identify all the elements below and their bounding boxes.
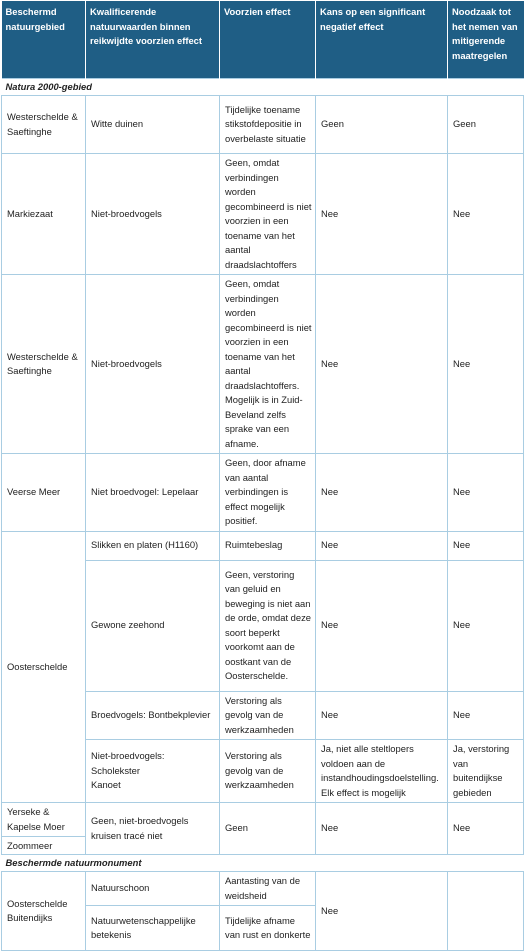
cell-noodzaak: Nee	[448, 531, 524, 560]
cell-kans: Nee	[316, 691, 448, 740]
cell-kans: Geen	[316, 96, 448, 154]
cell-noodzaak: Geen	[448, 96, 524, 154]
table-row	[2, 275, 524, 454]
cell-noodzaak: Nee	[448, 803, 524, 855]
cell-noodzaak: Nee	[448, 691, 524, 740]
section-title-natura2000: Natura 2000-gebied	[2, 79, 524, 96]
cell-gebied: Westerschelde & Saeftinghe	[2, 275, 86, 454]
cell-effect: Geen, omdat verbindingen worden gecombineerd is niet voorzien in een toename van het aantal draadslachtoffers	[220, 154, 316, 275]
header-noodzaak-mitigerende-maatregelen: Noodzaak tot het nemen van mitigerende maatregelen	[448, 1, 524, 79]
cell-noodzaak: Nee	[448, 154, 524, 275]
cell-natuurwaarde: Natuurwetenschappelijke betekenis	[86, 906, 220, 951]
cell-effect: Verstoring als gevolg van de werkzaamheden	[220, 740, 316, 803]
cell-gebied: Oosterschelde	[2, 531, 86, 803]
cell-effect: Geen, omdat verbindingen worden gecombineerd is niet voorzien in een toename van het aantal draadslachtoffers. Mogelijk is in Zuid-Beveland zelfs sprake van een afname.	[220, 275, 316, 454]
table-row	[2, 872, 524, 906]
header-beschermd-natuurgebied: Beschermd natuurgebied	[2, 1, 86, 79]
cell-gebied-zoommeer: Zoommeer	[2, 837, 86, 855]
cell-kans: Ja, niet alle steltlopers voldoen aan de instandhoudingsdoelstelling. Elk effect is mogelijk	[316, 740, 448, 803]
section-title-natuurmonument: Beschermde natuurmonument	[2, 855, 524, 872]
cell-effect: Ruimtebeslag	[220, 531, 316, 560]
section-row-natuurmonument	[2, 855, 524, 872]
cell-kans: Nee	[316, 560, 448, 691]
table-row	[2, 154, 524, 275]
header-kwalificerende-natuurwaarden: Kwalificerende natuurwaarden binnen reikwijdte voorzien effect	[86, 1, 220, 79]
cell-natuurwaarde: Niet broedvogel: Lepelaar	[86, 454, 220, 532]
cell-gebied: Oosterschelde Buitendijks	[2, 872, 86, 951]
table-row	[2, 803, 524, 837]
cell-kans: Nee	[316, 803, 448, 855]
cell-effect: Tijdelijke toename stikstofdepositie in overbelaste situatie	[220, 96, 316, 154]
cell-kans: Nee	[316, 872, 448, 951]
table-row	[2, 454, 524, 532]
cell-gebied: Markiezaat	[2, 154, 86, 275]
cell-natuurwaarde: Niet-broedvogels	[86, 275, 220, 454]
cell-noodzaak: Nee	[448, 560, 524, 691]
cell-natuurwaarde: Natuurschoon	[86, 872, 220, 906]
cell-kans: Nee	[316, 275, 448, 454]
header-kans-significant-effect: Kans op een significant negatief effect	[316, 1, 448, 79]
cell-effect: Tijdelijke afname van rust en donkerte	[220, 906, 316, 951]
effect-assessment-table	[1, 1, 524, 951]
table-row	[2, 531, 524, 560]
cell-effect: Geen, verstoring van geluid en beweging is niet aan de orde, omdat deze soort beperkt voorkomt aan de oostkant van de Oosterschelde.	[220, 560, 316, 691]
cell-effect: Geen	[220, 803, 316, 855]
header-row	[2, 1, 524, 79]
cell-effect: Verstoring als gevolg van de werkzaamheden	[220, 691, 316, 740]
cell-noodzaak: Ja, verstoring van buitendijkse gebieden	[448, 740, 524, 803]
cell-natuurwaarde: Slikken en platen (H1160)	[86, 531, 220, 560]
table-row	[2, 96, 524, 154]
cell-natuurwaarde: Broedvogels: Bontbekplevier	[86, 691, 220, 740]
cell-natuurwaarde: Gewone zeehond	[86, 560, 220, 691]
section-row-natura2000	[2, 79, 524, 96]
cell-noodzaak: Nee	[448, 454, 524, 532]
cell-gebied: Veerse Meer	[2, 454, 86, 532]
cell-noodzaak: Nee	[448, 275, 524, 454]
cell-natuurwaarde: Niet-broedvogels: Scholekster Kanoet	[86, 740, 220, 803]
header-voorzien-effect: Voorzien effect	[220, 1, 316, 79]
cell-kans: Nee	[316, 531, 448, 560]
cell-noodzaak	[448, 872, 524, 951]
cell-kans: Nee	[316, 454, 448, 532]
cell-kans: Nee	[316, 154, 448, 275]
cell-effect: Geen, door afname van aantal verbindingen is effect mogelijk positief.	[220, 454, 316, 532]
cell-natuurwaarde: Niet-broedvogels	[86, 154, 220, 275]
cell-effect: Aantasting van de weidsheid	[220, 872, 316, 906]
cell-natuurwaarde: Witte duinen	[86, 96, 220, 154]
cell-gebied: Yerseke & Kapelse Moer	[2, 803, 86, 837]
cell-natuurwaarde: Geen, niet-broedvogels kruisen tracé niet	[86, 803, 220, 855]
cell-gebied: Westerschelde & Saeftinghe	[2, 96, 86, 154]
